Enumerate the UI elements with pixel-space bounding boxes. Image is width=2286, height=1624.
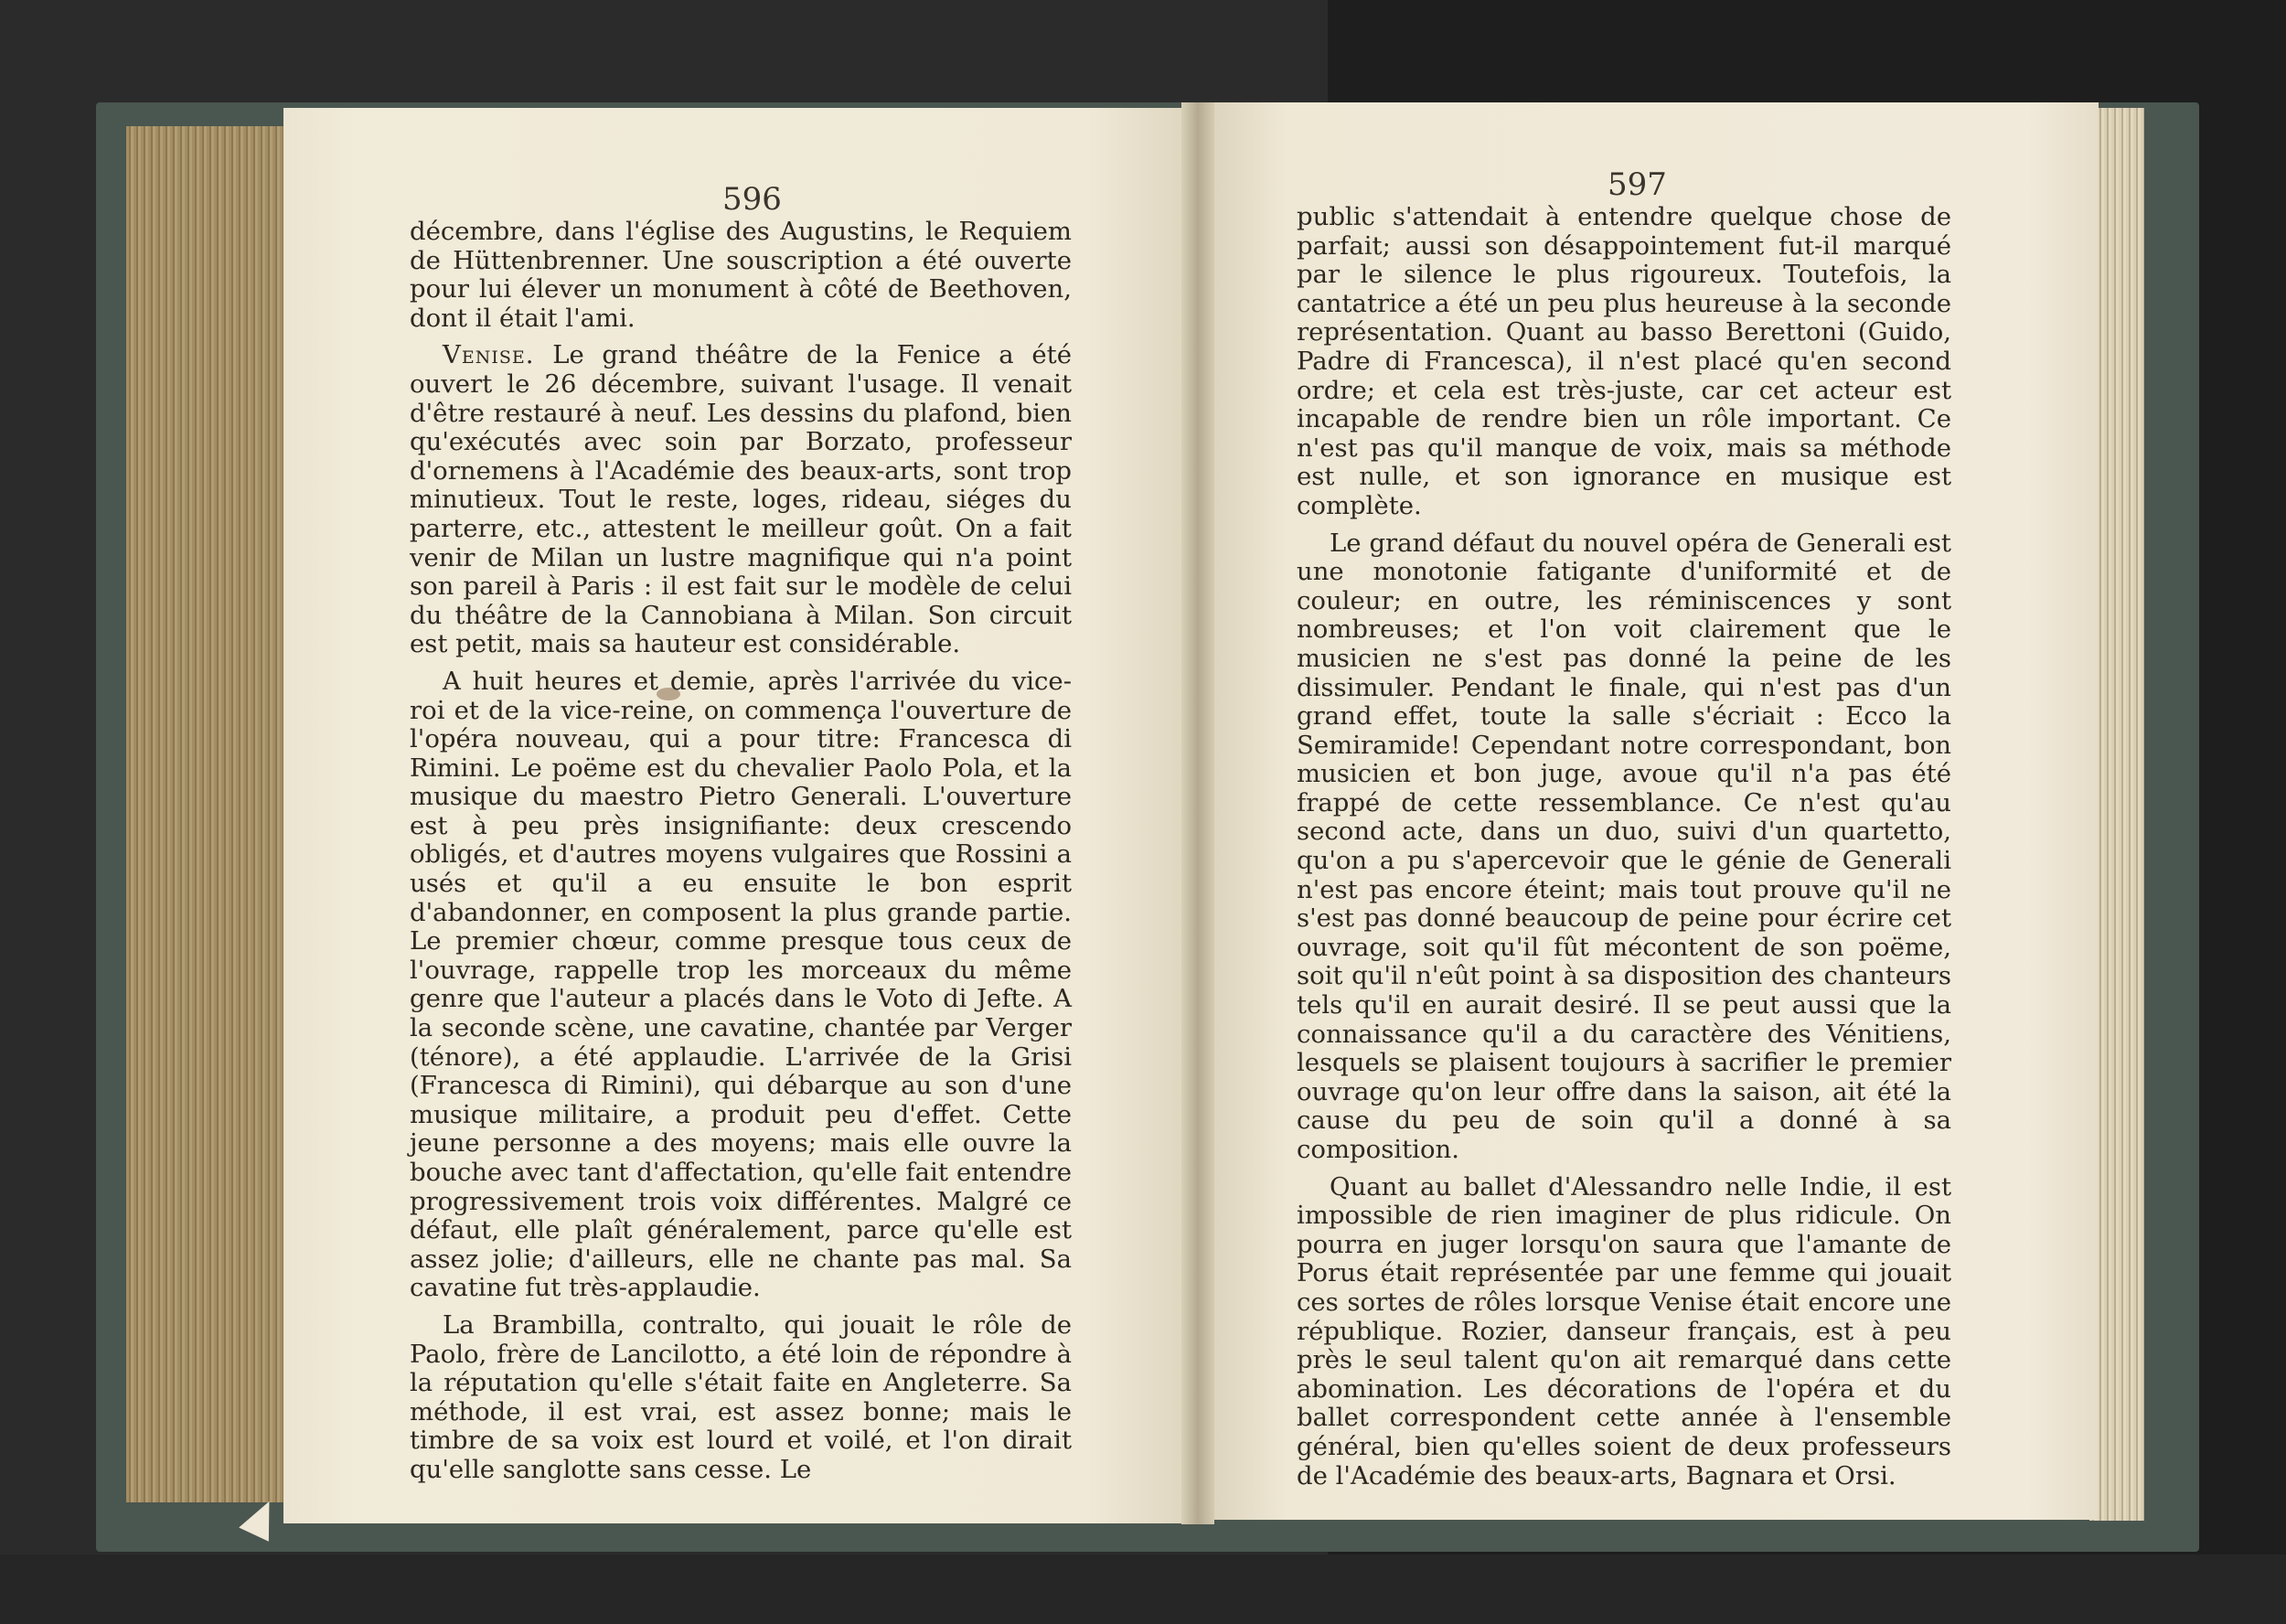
- section-heading: Venise.: [443, 340, 535, 370]
- paragraph: La Brambilla, contralto, qui jouait le rôle de Paolo, frère de Lancilotto, a été loin de répondre à la réputation qu'elle s'était faite en Angleterre. Sa méthode, il est vrai, est assez bonne; mais le timbre de sa voix est lourd et voilé, et l'on dirait qu'elle sanglotte sans cesse. Le: [410, 1309, 1072, 1484]
- paragraph-body: Le grand théâtre de la Fenice a été ouvert le 26 décembre, suivant l'usage. Il venait d'être restauré à neuf. Les dessins du plafond, bien qu'exécutés avec soin par Borzato, professeur d'ornemens à l'Académie des beaux-arts, sont trop minutieux. Tout le reste, loges, rideau, siéges du parterre, etc., attestent le meilleur goût. On a fait venir de Milan un lustre magnifique qui n'a point son pareil à Paris : il est fait sur le modèle de celui du théâtre de la Cannobiana à Milan. Son circuit est petit, mais sa hauteur est considérable.: [410, 340, 1072, 659]
- page-number-right: 597: [1608, 166, 1667, 203]
- page-edges-left: [126, 126, 286, 1502]
- right-page-text: [1297, 203, 1951, 1499]
- left-page-text: [410, 218, 1072, 1493]
- paragraph: Le grand défaut du nouvel opéra de Generali est une monotonie fatigante d'uniformité et de couleur; en outre, les réminiscences y sont nombreuses; et l'on voit clairement que le musicien ne s'est pas donné la peine de les dissimuler. Pendant le finale, qui n'est pas d'un grand effet, toute la salle s'écriait : Ecco la Semiramide! Cependant notre correspondant, bon musicien et bon juge, avoue qu'il n'a pas été frappé de cette ressemblance. Ce n'est qu'au second acte, dans un duo, suivi d'un quartetto, qu'on a pu s'apercevoir que le génie de Generali n'est pas encore éteint; mais tout prouve qu'il ne s'est pas donné beaucoup de peine pour écrire cet ouvrage, soit qu'il fût mécontent de son poëme, soit qu'il n'eût point à sa disposition des chanteurs tels qu'il en aurait desiré. Il se peut aussi que la connaissance qu'il a du caractère des Vénitiens, lesquels se plaisent toujours à sacrifier le premier ouvrage qu'on leur offre dans la saison, ait été la cause du peu de soin qu'il a donné à sa composition.: [1297, 528, 1951, 1164]
- paragraph: A huit heures et demie, après l'arrivée du vice-roi et de la vice-reine, on commença l'ouverture de l'opéra nouveau, qui a pour titre: Francesca di Rimini. Le poëme est du chevalier Paolo Pola, et la musique du maestro Pietro Generali. L'ouverture est à peu près insignifiante: deux crescendo obligés, et d'autres moyens vulgaires que Rossini a usés et qu'il a eu ensuite le bon esprit d'abandonner, en composent la plus grande partie. Le premier chœur, comme presque tous ceux de l'ouvrage, rappelle trop les morceaux du même genre que l'auteur a placés dans le Voto di Jefte. A la seconde scène, une cavatine, chantée par Verger (ténore), a été applaudie. L'arrivée de la Grisi (Francesca di Rimini), qui débarque au son d'une musique militaire, a produit peu d'effet. Cette jeune personne a des moyens; mais elle ouvre la bouche avec tant d'affectation, qu'elle fait entendre progressivement trois voix différentes. Malgré ce défaut, elle plaît généralement, parce qu'elle est assez jolie; d'ailleurs, elle ne chante pas mal. Sa cavatine fut très-applaudie.: [410, 666, 1072, 1303]
- background-dark-bottom: [0, 1555, 2286, 1624]
- paragraph: public s'attendait à entendre quelque chose de parfait; aussi son désappointement fut-il marqué par le silence le plus rigoureux. Toutefois, la cantatrice a été un peu plus heureuse à la seconde représentation. Quant au basso Berettoni (Guido, Padre di Francesca), il n'est placé qu'en second ordre; et cela est très-juste, car cet acteur est incapable de rendre bien un rôle important. Ce n'est pas qu'il manque de voix, mais sa méthode est nulle, et son ignorance en musique est complète.: [1297, 202, 1951, 520]
- paragraph: décembre, dans l'église des Augustins, le Requiem de Hüttenbrenner. Une souscription a été ouverte pour lui élever un monument à côté de Beethoven, dont il était l'ami.: [410, 217, 1072, 333]
- paragraph: Quant au ballet d'Alessandro nelle Indie, il est impossible de rien imaginer de plus ridicule. On pourra en juger lorsqu'on saura que l'amante de Porus était représentée par une femme qui jouait ces sortes de rôles lorsque Venise était encore une république. Rozier, danseur français, est à peu près le seul talent qu'on ait remarqué dans cette abomination. Les décorations de l'opéra et du ballet correspondent cette année à l'ensemble général, bien qu'elles soient de deux professeurs de l'Académie des beaux-arts, Bagnara et Orsi.: [1297, 1171, 1951, 1490]
- paragraph-venise: [410, 341, 1072, 659]
- book-gutter: [1181, 102, 1214, 1524]
- page-number-left: 596: [722, 181, 782, 218]
